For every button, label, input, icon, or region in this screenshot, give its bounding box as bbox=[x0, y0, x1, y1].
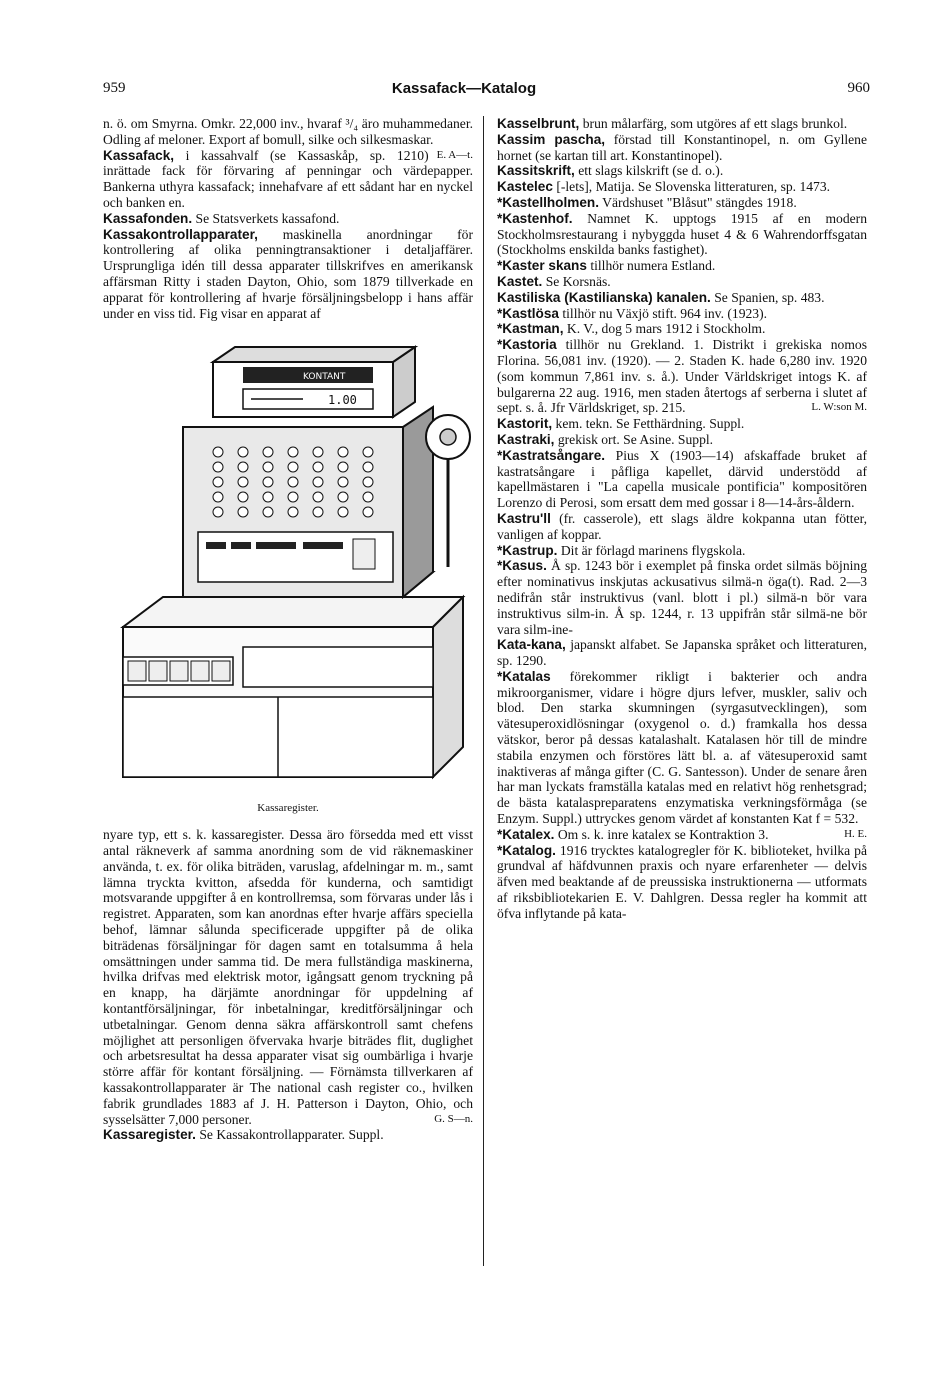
entry-text: Å sp. 1243 bör i exemplet på finska ordet silmäs böjning efter nominativus inskjutas ackusativus silmä-n öga(t). Rad. 2—3 nedifrån står instruktivus (vanl. blott i pl.) silmä-n bör vara instruktivus silm-in. Å sp. 1244, r. 13 uppifrån står silmä-ne bör vara silm-ine- bbox=[497, 558, 867, 637]
entry bbox=[497, 258, 867, 274]
headword: Kata-kana, bbox=[497, 637, 566, 653]
entry bbox=[103, 148, 473, 211]
entry bbox=[497, 558, 867, 637]
headword: Kastorit, bbox=[497, 416, 553, 432]
display-label-kontant: KONTANT bbox=[303, 372, 346, 383]
headword: Kassitskrift, bbox=[497, 163, 575, 179]
headword: *Kastenhof. bbox=[497, 210, 573, 226]
running-title: Kassafack—Katalog bbox=[391, 80, 537, 97]
entry-text: tillhör nu Grekland. 1. Distrikt i grekiska nomos Florina. 56,081 inv. (1920). — 2. Staden K. hade 6,280 inv. 1920 (som kommun 7,861 inv. s. å.). Under Världskriget intogs K. af bulgarerna 22 aug. 1916, men staden återtogs af serberna i slutet af sept. s. å. Jfr Världskriget, sp. 215. bbox=[497, 337, 867, 416]
entry bbox=[497, 195, 867, 211]
entry-text: förekommer rikligt i bakterier och andra mikroorganismer, vidare i högre djurs lefver, muskler, saliv och blod. Den starka skumningen (syrgasutvecklingen), som vätesuperoxidlösningar (oxygenol o. d.) framkalla hos dessa vätskor, beror på dessas katalashalt. Katalasen hör till de mindre stabila enzymen och förstöres lätt bl. a. af vätesuperoxid samt inaktiveras af många gifter (C. G. Santesson). Under de senare åren har man lyckats framställa katalas med en relativt hög renhetsgrad; de bästa katalaspreparatens enzymatiska verkningsförmåga (se Enzym. Suppl.) uttryckes genom värdet af konstanten Kat f = 532. bbox=[497, 668, 867, 827]
headword: Kastiliska (Kastilianska) kanalen. bbox=[497, 289, 711, 305]
entry bbox=[497, 448, 867, 511]
entry-text: tillhör numera Estland. bbox=[590, 258, 716, 274]
entry bbox=[497, 543, 867, 559]
figure-caption: Kassaregister. bbox=[257, 802, 319, 815]
entry bbox=[497, 637, 867, 669]
entry bbox=[497, 132, 867, 164]
entry bbox=[103, 227, 473, 322]
entry-text: i kassahvalf (se Kassaskåp, sp. 1210) inrättade fack för förvaring af penningar och värdepapper. Bankerna uthyra kassafack; innehafvare af ett sådant har en nyckel och banken en. bbox=[103, 147, 473, 210]
author-signature: L. W:son M. bbox=[811, 401, 867, 414]
page-number-left: 959 bbox=[103, 80, 126, 96]
entry bbox=[103, 827, 473, 1127]
cash-register-illustration bbox=[103, 327, 473, 797]
entry-text: 1916 trycktes katalogregler för K. biblioteket, hvilka på grundval af häfdvunnen praxis och nyare erfarenheter — delvis äfven med beaktande af de preussiska instruktionerna — utformats af riksbibliotekarien E. V. Dahlgren. Dessa regler ha kommit att öfva inflytande på kata- bbox=[497, 842, 867, 921]
headword: Kastet. bbox=[497, 273, 543, 289]
author-signature: H. E. bbox=[844, 827, 867, 840]
headword: *Katalog. bbox=[497, 842, 556, 858]
author-signature: G. S—n. bbox=[434, 1112, 473, 1125]
entry-text: ett slags kilskrift (se d. o.). bbox=[578, 163, 724, 179]
entry bbox=[497, 843, 867, 922]
entry-text: brun målarfärg, som utgöres af ett slags brunkol. bbox=[582, 116, 848, 131]
entry-text: Pius X (1903—14) afskaffade bruket af kastratsångare i påfliga kapellet, därvid understödd af kapellmästaren i "La capella musicale pontificia" kompositören Lorenzo di Perosi, som ersatt dem med gossar i 8—14-års-åldern. bbox=[497, 447, 867, 511]
running-header bbox=[0, 80, 928, 102]
headword: Kassakontrollapparater, bbox=[103, 226, 258, 242]
entry-text: nyare typ, ett s. k. kassaregister. Dessa äro försedda med ett visst antal räkneverk af samma anordning som de vid räknemaskiner använda, t. ex. för olika biträden, varuslag, afdelningar m. m., samt lämna tryckta kvitton, afsedda för kunderna, och samtidigt motsvarande uppgifter å en kontrollremsa, som förvaras under lås i registret. Apparaten, som kan anordnas efter hvarje affärs speciella behof, lämnar sålunda specificerade uppgifter på de olika biträdenas försäljningar för dagen samt en totalsumma å hela omsättningen under samma tid. De mera fullständiga maskinerna, hvilka drifvas med elektrisk motor, igångsatt genom tryckning på en knapp, ha därjämte anordningar för uppdelning af kontantförsäljningar, för inbetalningar, kreditförsäljningar och utbetalningar. Genom denna säkra affärskontroll samt chefens möjlighet att personligen öfvervaka hvarje biträdes flit, duglighet och arbetsresultat ha dessa apparater visat sig oumbärliga i hvarje större affär för kontant försäljning. — Förnämsta tillverkaren af kassakontrollapparater är The national cash register co., hvilken fabrik grundlades 1883 af J. H. Patterson i Dayton, Ohio, och sysselsätter 7,000 personer. bbox=[103, 827, 473, 1127]
entry-text: n. ö. om Smyrna. Omkr. 22,000 inv., hvaraf ³/₄ äro muhammedaner. Odling af meloner. Export af bomull, silke och silkesmaskar. bbox=[103, 116, 473, 147]
entry bbox=[497, 306, 867, 322]
entry-text: Se Statsverkets kassafond. bbox=[195, 210, 340, 226]
headword: Kasselbrunt, bbox=[497, 116, 580, 131]
cash-register-figure bbox=[103, 327, 473, 797]
headword: *Kastoria bbox=[497, 337, 557, 353]
entry-text: tillhör nu Växjö stift. 964 inv. (1923). bbox=[562, 305, 768, 321]
entry bbox=[497, 337, 867, 416]
entry bbox=[103, 211, 473, 227]
author-signature: E. A—t. bbox=[436, 148, 473, 161]
entry-text: Se Spanien, sp. 483. bbox=[714, 289, 825, 305]
headword: *Kastrup. bbox=[497, 542, 558, 558]
entry-text: Namnet K. upptogs 1915 af en modern Stockholmsrestaurang i nybyggda huset 4 & 6 Wahrendorffsgatan (Stockholms enskilda banks fastighet). bbox=[497, 210, 867, 258]
display-amount: 1.00 bbox=[328, 393, 357, 408]
entry bbox=[103, 1127, 473, 1143]
headword: Kassaregister. bbox=[103, 1127, 196, 1143]
headword: *Kaster skans bbox=[497, 258, 587, 274]
entry bbox=[497, 290, 867, 306]
entry bbox=[497, 432, 867, 448]
headword: *Katalas bbox=[497, 668, 551, 684]
left-column bbox=[103, 116, 473, 1143]
entry bbox=[497, 274, 867, 290]
headword: *Katalex. bbox=[497, 826, 555, 842]
entry-text: Se Korsnäs. bbox=[545, 273, 611, 289]
entry-text: grekisk ort. Se Asine. Suppl. bbox=[557, 431, 714, 447]
entry-text: maskinella anordningar för kontrollering af olika penningtransaktioner i detaljaffärer. Ursprungliga idén till dessa apparater tillskrifves en amerikansk affärsman Ritty i staden Dayton, Ohio, som 1879 tillverkade en apparat för kontrollering af hvarje försäljningsbelopp i hans affär under en viss tid. Fig visar en apparat af bbox=[103, 226, 474, 321]
entry-text: Värdshuset "Blåsut" stängdes 1918. bbox=[602, 194, 797, 210]
column-divider bbox=[483, 116, 484, 1266]
headword: *Kastlösa bbox=[497, 305, 559, 321]
entry-text: kem. tekn. Se Fetthärdning. Suppl. bbox=[555, 416, 745, 432]
headword: *Kasus. bbox=[497, 558, 547, 574]
entry-text: förstad till Konstantinopel, n. om Gyllene hornet (se kartan till art. Konstantinopel). bbox=[497, 131, 868, 163]
entry-text: japanskt alfabet. Se Japanska språket och litteraturen, sp. 1290. bbox=[497, 637, 867, 669]
entry bbox=[497, 511, 867, 543]
headword: *Kastman, bbox=[497, 321, 564, 337]
headword: Kassafonden. bbox=[103, 210, 193, 226]
page-number-right: 960 bbox=[847, 80, 870, 96]
entry-text: Dit är förlagd marinens flygskola. bbox=[560, 542, 746, 558]
entry bbox=[497, 827, 867, 843]
headword: Kastru'll bbox=[497, 510, 551, 526]
entry bbox=[497, 211, 867, 258]
entry bbox=[497, 116, 867, 132]
headword: *Kastellholmen. bbox=[497, 194, 599, 210]
entry bbox=[497, 416, 867, 432]
entry-text: K. V., dog 5 mars 1912 i Stockholm. bbox=[566, 321, 766, 337]
entry-text: [-lets], Matija. Se Slovenska litteraturen, sp. 1473. bbox=[556, 179, 831, 195]
headword: Kastraki, bbox=[497, 431, 555, 447]
headword: *Kastratsångare. bbox=[497, 447, 606, 463]
entry bbox=[497, 179, 867, 195]
headword: Kastelec bbox=[497, 179, 553, 195]
headword: Kassim pascha, bbox=[497, 131, 606, 147]
entry-text: (fr. casserole), ett slags äldre kokpanna utan fötter, vanligen af koppar. bbox=[497, 510, 867, 542]
right-column bbox=[497, 116, 867, 922]
entry-text: Se Kassakontrollapparater. Suppl. bbox=[199, 1127, 384, 1143]
entry bbox=[497, 163, 867, 179]
headword: Kassafack, bbox=[103, 147, 175, 163]
entry bbox=[497, 321, 867, 337]
entry-text: Om s. k. inre katalex se Kontraktion 3. bbox=[557, 826, 769, 842]
